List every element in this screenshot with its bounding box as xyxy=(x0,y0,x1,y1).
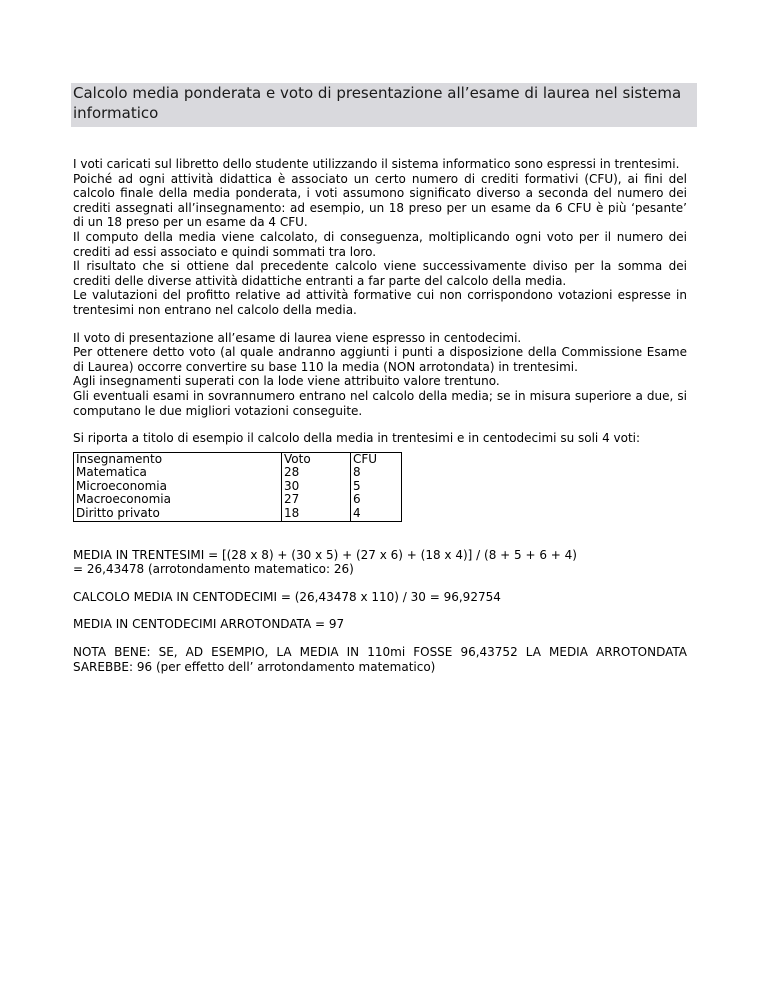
cell-voto: 30 xyxy=(284,478,300,493)
nota-bene: NOTA BENE: SE, AD ESEMPIO, LA MEDIA IN 110mi FOSSE 96,43752 LA MEDIA ARROTONDATA SAREBBE: 96 (per effetto dell’ arrotondamento matematico) xyxy=(73,645,687,674)
table-header-cell xyxy=(74,452,282,521)
cell-cfu: 4 xyxy=(353,506,361,521)
media-trentesimi-result: = 26,43478 (arrotondamento matematico: 26) xyxy=(73,562,354,577)
paragraph: Gli eventuali esami in sovrannumero entrano nel calcolo della media; se in misura superiore a due, si computano le due migliori votazioni conseguite. xyxy=(73,388,687,418)
cell-voto: 28 xyxy=(284,465,300,480)
paragraph: Agli insegnamenti superati con la lode viene attribuito valore trentuno. xyxy=(73,374,500,389)
cell-cfu: 5 xyxy=(353,478,361,493)
paragraph: Poiché ad ogni attività didattica è associato un certo numero di crediti formativi (CFU), ai fini del calcolo finale della media ponderata, i voti assumono significato diverso a seconda del numero dei crediti assegnati all’insegnamento: ad esempio, un 18 preso per un esame da 6 CFU è più ‘pesante’ di un 18 preso per un esame da 4 CFU. xyxy=(73,171,687,230)
example-intro: Si riporta a titolo di esempio il calcolo della media in trentesimi e in centodecimi su soli 4 voti: xyxy=(73,431,641,446)
paragraph: Il risultato che si ottiene dal precedente calcolo viene successivamente diviso per la somma dei crediti delle diverse attività didattiche entranti a far parte del calcolo della media. xyxy=(73,259,687,288)
table-header-row xyxy=(74,452,402,521)
table-column-voto xyxy=(282,452,351,521)
paragraph: Per ottenere detto voto (al quale andranno aggiunti i punti a disposizione della Commissione Esame di Laurea) occorre convertire su base 110 la media (NON arrotondata) in trentesimi. xyxy=(73,345,687,374)
section-voto-presentazione xyxy=(73,331,687,419)
page-title: Calcolo media ponderata e voto di presentazione all’esame di laurea nel sistema informatico xyxy=(73,84,682,122)
paragraph: Il computo della media viene calcolato, di conseguenza, moltiplicando ogni voto per il numero dei crediti ad essi associato e quindi sommati tra loro. xyxy=(73,229,687,259)
section-voti-trentesimi xyxy=(73,157,687,318)
paragraph: I voti caricati sul libretto dello studente utilizzando il sistema informatico sono espressi in trentesimi. xyxy=(73,157,680,171)
cell-voto: 18 xyxy=(284,506,300,521)
media-trentesimi-formula: MEDIA IN TRENTESIMI = [(28 x 8) + (30 x 5) + (27 x 6) + (18 x 4)] / (8 + 5 + 6 + 4) xyxy=(73,547,577,562)
calculation-section xyxy=(73,548,687,675)
cell-voto: 27 xyxy=(284,492,300,507)
paragraph: Il voto di presentazione all’esame di laurea viene espresso in centodecimi. xyxy=(73,330,522,345)
calcolo-centodecimi: CALCOLO MEDIA IN CENTODECIMI = (26,43478 x 110) / 30 = 96,92754 xyxy=(73,589,501,604)
cell-insegnamento: Diritto privato xyxy=(76,506,160,521)
grades-table xyxy=(73,452,402,522)
document-body xyxy=(73,157,687,674)
header-cfu: CFU xyxy=(353,451,378,466)
cell-insegnamento: Matematica xyxy=(76,465,147,480)
paragraph: Le valutazioni del profitto relative ad attività formative cui non corrispondono votazioni espresse in trentesimi non entrano nel calcolo della media. xyxy=(73,288,687,317)
cell-cfu: 6 xyxy=(353,492,361,507)
cell-cfu: 8 xyxy=(353,465,361,480)
header-voto: Voto xyxy=(284,451,311,466)
cell-insegnamento: Macroeconomia xyxy=(76,492,171,507)
table-column-cfu xyxy=(351,452,402,521)
media-arrotondata: MEDIA IN CENTODECIMI ARROTONDATA = 97 xyxy=(73,617,345,632)
title-banner xyxy=(71,83,697,127)
header-insegnamento: Insegnamento xyxy=(76,451,163,466)
cell-insegnamento: Microeconomia xyxy=(76,478,167,493)
